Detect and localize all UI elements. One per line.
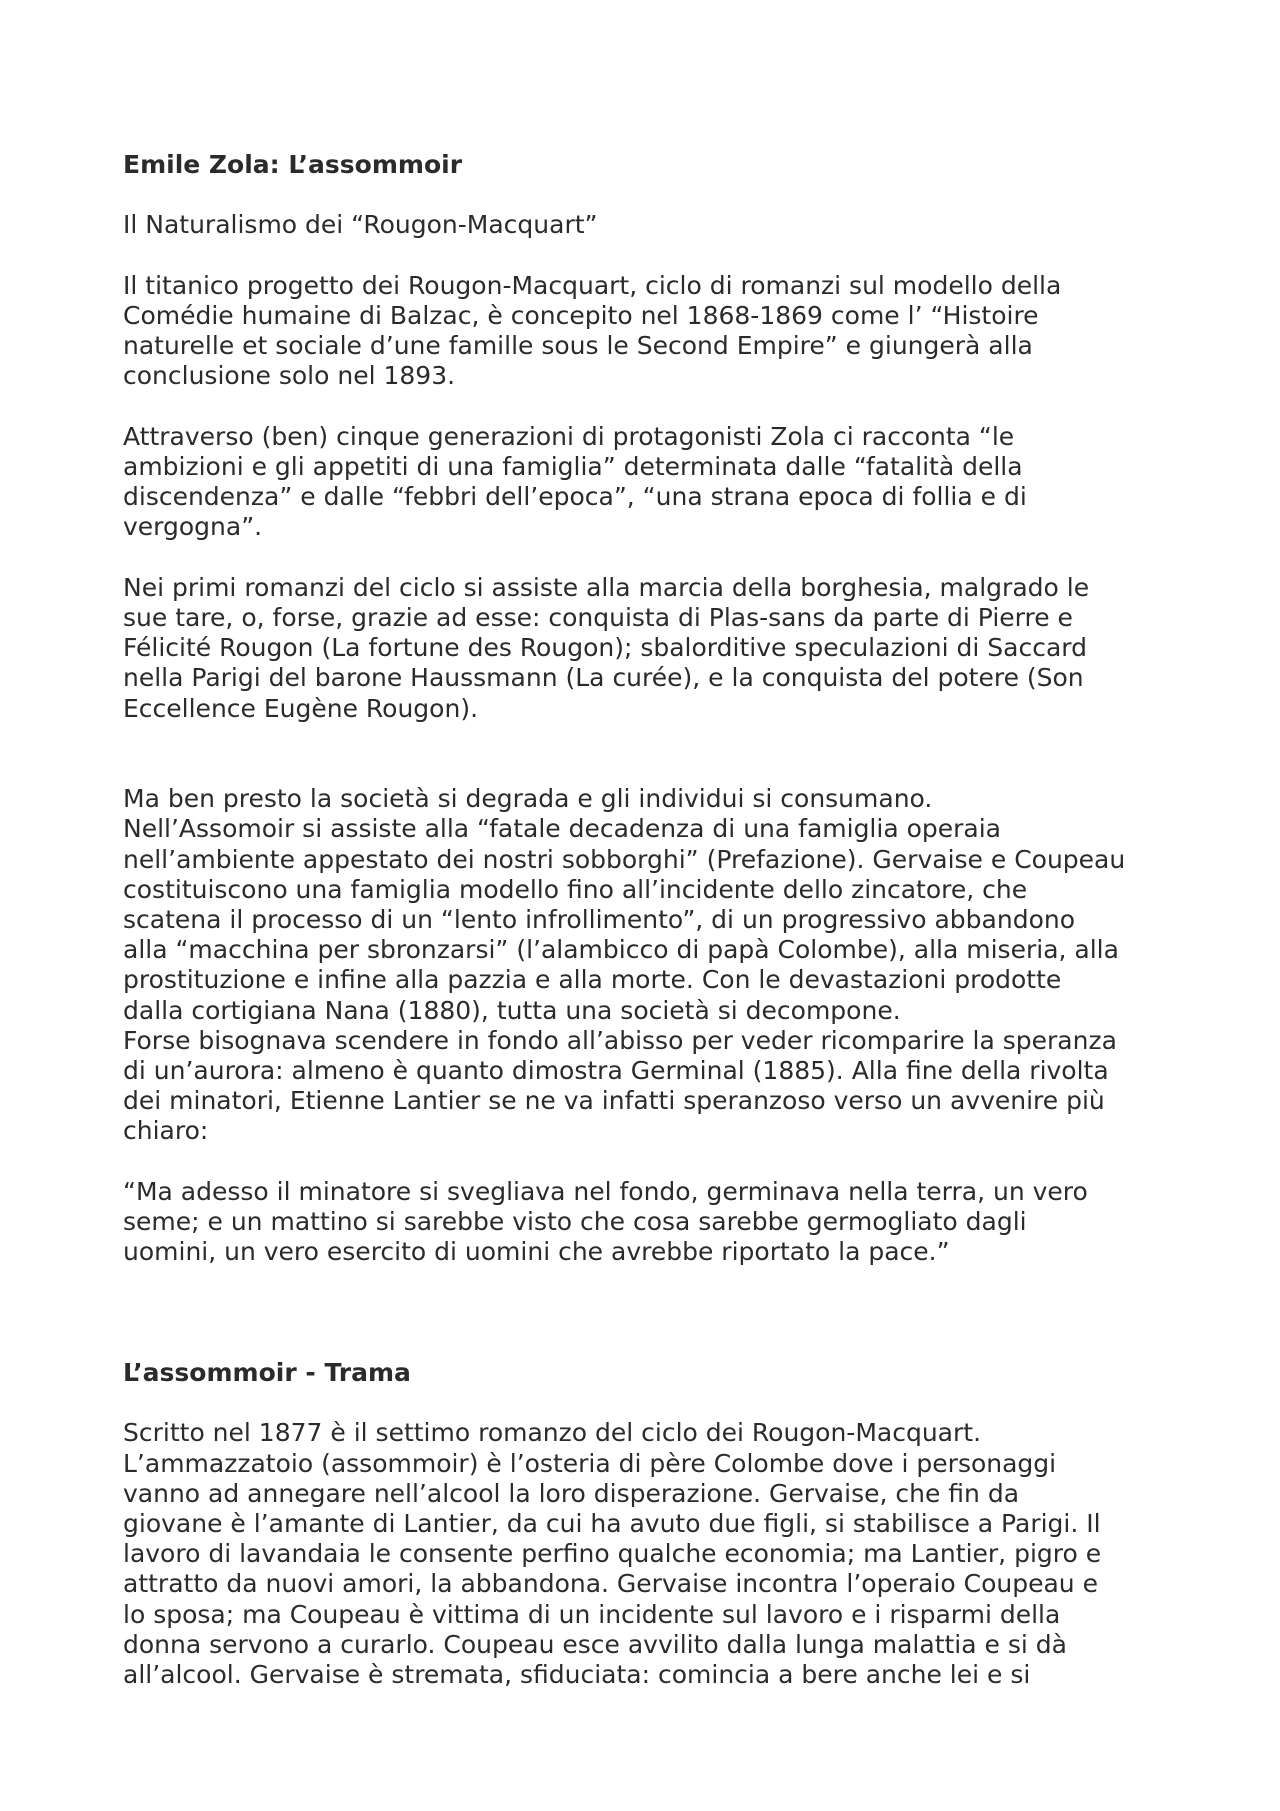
paragraph-plot: Scritto nel 1877 è il settimo romanzo del ciclo dei Rougon-Macquart. L’ammazzatoio (assommoir) è l’osteria di père Colombe dove i personaggi vanno ad annegare nell’alcool la loro disperazione. Gervaise, che fin da giovane è l’amante di Lantier, da cui ha avuto due figli, si stabilisce a Parigi. Il lavoro di lavandaia le consente perfino qualche economia; ma Lantier, pigro e attratto da nuovi amori, la abbandona. Gervaise incontra l’operaio Coupeau e lo sposa; ma Coupeau è vittima di un incidente sul lavoro e i risparmi della donna servono a curarlo. Coupeau esce avvilito dalla lunga malattia e si dà all’alcool. Gervaise è stremata, sfiduciata: comincia a bere anche lei e si xyxy=(123,1418,1102,1690)
spacer xyxy=(123,392,1180,422)
spacer xyxy=(123,724,1180,784)
paragraph-generations: Attraverso (ben) cinque generazioni di protagonisti Zola ci racconta “le ambizioni e gli appetiti di una famiglia” determinata dalle “fatalità della discendenza” e dalle “febbri dell’epoca”, “una strana epoca di follia e di vergogna”. xyxy=(123,421,1027,542)
spacer xyxy=(123,241,1180,271)
spacer xyxy=(123,1147,1180,1177)
quote-germinal: “Ma adesso il minatore si svegliava nel fondo, germinava nella terra, un vero seme; e un mattino si sarebbe visto che cosa sarebbe germogliato dagli uomini, un vero esercito di uomini che avrebbe riportato la pace.” xyxy=(123,1176,1088,1267)
paragraph-first-novels: Nei primi romanzi del ciclo si assiste alla marcia della borghesia, malgrado le sue tare, o, forse, grazie ad esse: conquista di Plas-sans da parte di Pierre e Félicité Rougon (La fortune des Rougon); sbalorditive speculazioni di Saccard nella Parigi del barone Haussmann (La curée), e la conquista del potere (Son Eccellence Eugène Rougon). xyxy=(123,572,1090,723)
spacer xyxy=(123,543,1180,573)
section-title-trama: L’assommoir - Trama xyxy=(123,1358,411,1388)
document-title: Emile Zola: L’assommoir xyxy=(123,150,463,179)
spacer xyxy=(123,180,1180,210)
spacer xyxy=(123,1267,1180,1358)
subtitle: Il Naturalismo dei “Rougon-Macquart” xyxy=(123,210,598,240)
spacer xyxy=(123,1388,1180,1418)
paragraph-decadence: Ma ben presto la società si degrada e gli individui si consumano. Nell’Assomoir si assiste alla “fatale decadenza di una famiglia operaia nell’ambiente appestato dei nostri sobborghi” (Prefazione). Gervaise e Coupeau costituiscono una famiglia modello fino all’incidente dello zincatore, che scatena il processo di un “lento infrollimento”, di un progressivo abbandono alla “macchina per sbronzarsi” (l’alambicco di papà Colombe), alla miseria, alla prostituzione e infine alla pazzia e alla morte. Con le devastazioni prodotte dalla cortigiana Nana (1880), tutta una società si decompone. Forse bisognava scendere in fondo all’abisso per veder ricomparire la speranza di un’aurora: almeno è quanto dimostra Germinal (1885). Alla fine della rivolta dei minatori, Etienne Lantier se ne va infatti speranzoso verso un avvenire più chiaro: xyxy=(123,784,1126,1146)
paragraph-intro: Il titanico progetto dei Rougon-Macquart, ciclo di romanzi sul modello della Comédie humaine di Balzac, è concepito nel 1868-1869 come l’ “Histoire naturelle et sociale d’une famille sous le Second Empire” e giungerà alla conclusione solo nel 1893. xyxy=(123,270,1062,391)
